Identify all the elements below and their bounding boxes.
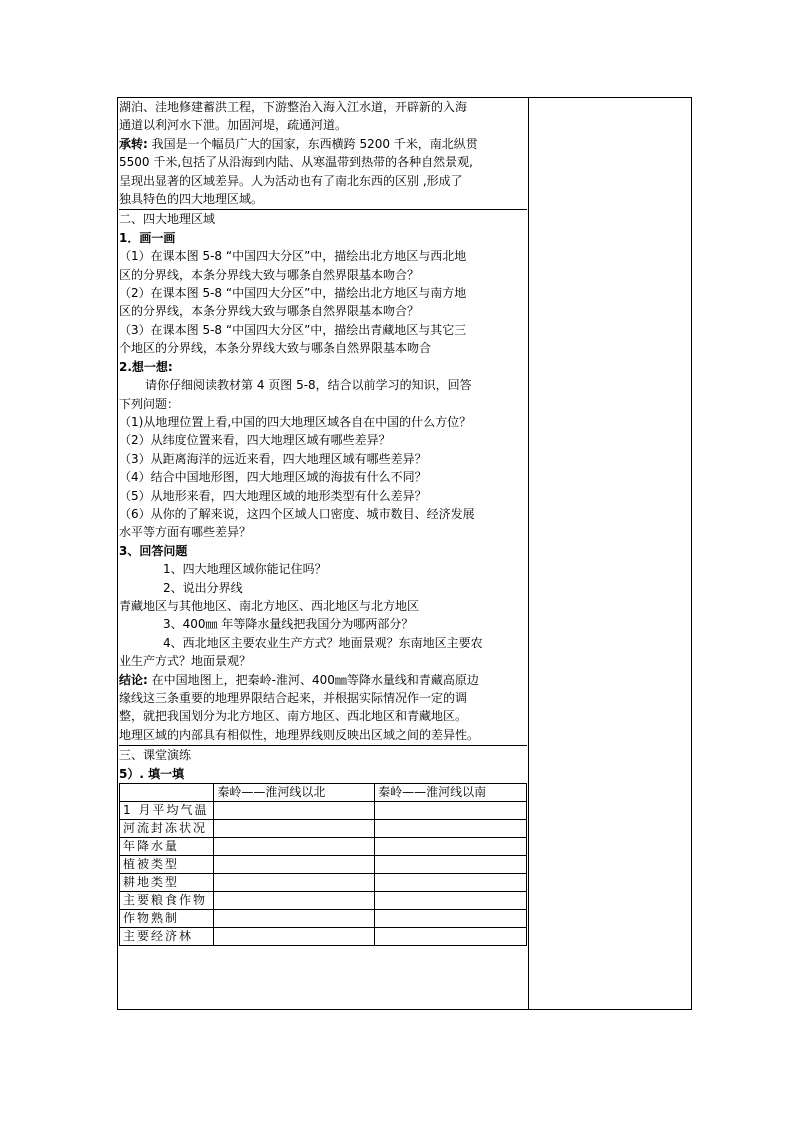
section-title: 三、课堂演练 <box>119 748 192 763</box>
think-intro: 下列问题： <box>119 396 180 411</box>
think-question: （6）从你的了解来说，这四个区域人口密度、城市数目、经济发展 <box>119 506 475 521</box>
draw-line: 区的分界线，本条分界线大致与哪条自然界限基本吻合？ <box>119 267 420 282</box>
answer-cell[interactable] <box>375 874 527 892</box>
answer-cell[interactable] <box>375 928 527 946</box>
table-header-cell: 秦岭——淮河线以北 <box>214 784 375 802</box>
intro-line: 湖泊、洼地修建蓄洪工程，下游整治入海入江水道，开辟新的入海 <box>119 100 468 114</box>
table-row <box>120 856 527 874</box>
answer-cell[interactable] <box>214 820 375 838</box>
answer-cell[interactable] <box>375 802 527 820</box>
notes-column-divider <box>528 98 529 1009</box>
answer-cell[interactable] <box>214 910 375 928</box>
table-row <box>120 820 527 838</box>
conclusion-line: 地理区域的内部具有相似性，地理界线则反映出区域之间的差异性。 <box>119 727 480 742</box>
row-label: 年降水量 <box>120 838 214 856</box>
table-row <box>120 910 527 928</box>
section-title: 二、四大地理区域 <box>119 212 216 227</box>
table-row <box>120 838 527 856</box>
answer-cell[interactable] <box>214 856 375 874</box>
answer-cell[interactable] <box>214 838 375 856</box>
transition-line: 独具特色的四大地理区域。 <box>119 192 264 207</box>
answer-question: 2、说出分界线 <box>163 580 243 595</box>
table-header-row <box>120 784 527 802</box>
answer-cell[interactable] <box>375 856 527 874</box>
table-row <box>120 892 527 910</box>
answer-cell[interactable] <box>214 928 375 946</box>
answer-question: 4、西北地区主要农业生产方式？地面景观？东南地区主要农 <box>163 635 483 650</box>
transition-line: 承转: 我国是一个幅员广大的国家，东西横跨 5200 千米，南北纵贯 <box>119 136 478 151</box>
answer-cell[interactable] <box>214 874 375 892</box>
row-label: 主要经济林 <box>120 928 214 946</box>
lesson-plan-frame <box>117 97 692 1010</box>
table-row <box>120 874 527 892</box>
answer-cell[interactable] <box>375 910 527 928</box>
row-label: 1 月平均气温 <box>120 802 214 820</box>
answer-question: 1、四大地理区域你能记住吗？ <box>163 562 327 577</box>
think-heading: 2.想一想: <box>119 359 173 374</box>
transition-label: 承转: <box>119 136 148 151</box>
answer-question: 业生产方式？地面景观？ <box>119 654 252 669</box>
fill-heading: 5）. 填一填 <box>119 766 185 781</box>
table-row <box>120 928 527 946</box>
table-header-cell: 秦岭——淮河线以南 <box>375 784 527 802</box>
transition-line: 5500 千米,包括了从沿海到内陆、从寒温带到热带的各种自然景观, <box>119 155 473 170</box>
draw-line: （3）在课本图 5-8 “中国四大分区”中，描绘出青藏地区与其它三 <box>119 322 467 337</box>
answer-cell[interactable] <box>375 838 527 856</box>
answer-heading: 3、回答问题 <box>119 543 188 558</box>
table-header-cell <box>120 784 214 802</box>
fill-in-table <box>119 783 527 946</box>
row-label: 作物熟制 <box>120 910 214 928</box>
think-question: （4）结合中国地形图，四大地理区域的海拔有什么不同？ <box>119 470 427 485</box>
draw-line: （1）在课本图 5-8 “中国四大分区”中，描绘出北方地区与西北地 <box>119 249 467 264</box>
row-label: 耕地类型 <box>120 874 214 892</box>
row-label: 植被类型 <box>120 856 214 874</box>
think-question: （5）从地形来看，四大地理区域的地形类型有什么差异？ <box>119 488 427 503</box>
answer-cell[interactable] <box>375 820 527 838</box>
think-question: （1)从地理位置上看,中国的四大地理区域各自在中国的什么方位？ <box>119 414 472 429</box>
draw-line: 个地区的分界线，本条分界线大致与哪条自然界限基本吻合 <box>119 341 432 356</box>
lesson-content <box>119 98 527 946</box>
draw-heading: 1．画一画 <box>119 230 176 245</box>
intro-line: 通道以利河水下泄。加固河堤，疏通河道。 <box>119 118 348 133</box>
conclusion-line: 缘线这三条重要的地理界限结合起来，并根据实际情况作一定的调 <box>119 691 468 705</box>
row-label: 主要粮食作物 <box>120 892 214 910</box>
think-question: （2）从纬度位置来看，四大地理区域有哪些差异？ <box>119 433 391 448</box>
row-label: 河流封冻状况 <box>120 820 214 838</box>
answer-cell[interactable] <box>214 802 375 820</box>
draw-line: （2）在课本图 5-8 “中国四大分区”中，描绘出北方地区与南方地 <box>119 286 467 301</box>
answer-question: 3、400㎜ 年等降水量线把我国分为哪两部分？ <box>163 617 414 632</box>
transition-line: 呈现出显著的区域差异。人为活动也有了南北东西的区别 ,形成了 <box>119 173 463 188</box>
table-row <box>120 802 527 820</box>
conclusion-label: 结论: <box>119 672 148 687</box>
answer-cell[interactable] <box>214 892 375 910</box>
conclusion-line: 整，就把我国划分为北方地区、南方地区、西北地区和青藏地区。 <box>119 709 468 724</box>
conclusion-line: 结论: 在中国地图上，把秦岭-淮河、400㎜等降水量线和青藏高原边 <box>119 672 479 687</box>
think-question: （3）从距离海洋的远近来看，四大地理区域有哪些差异？ <box>119 451 427 466</box>
answer-cell[interactable] <box>375 892 527 910</box>
think-intro: 请你仔细阅读教材第 4 页图 5-8，结合以前学习的知识，回答 <box>145 378 472 393</box>
draw-line: 区的分界线，本条分界线大致与哪条自然界限基本吻合？ <box>119 304 420 319</box>
answer-text: 青藏地区与其他地区、南北方地区、西北地区与北方地区 <box>119 598 420 613</box>
think-question: 水平等方面有哪些差异？ <box>119 525 252 540</box>
